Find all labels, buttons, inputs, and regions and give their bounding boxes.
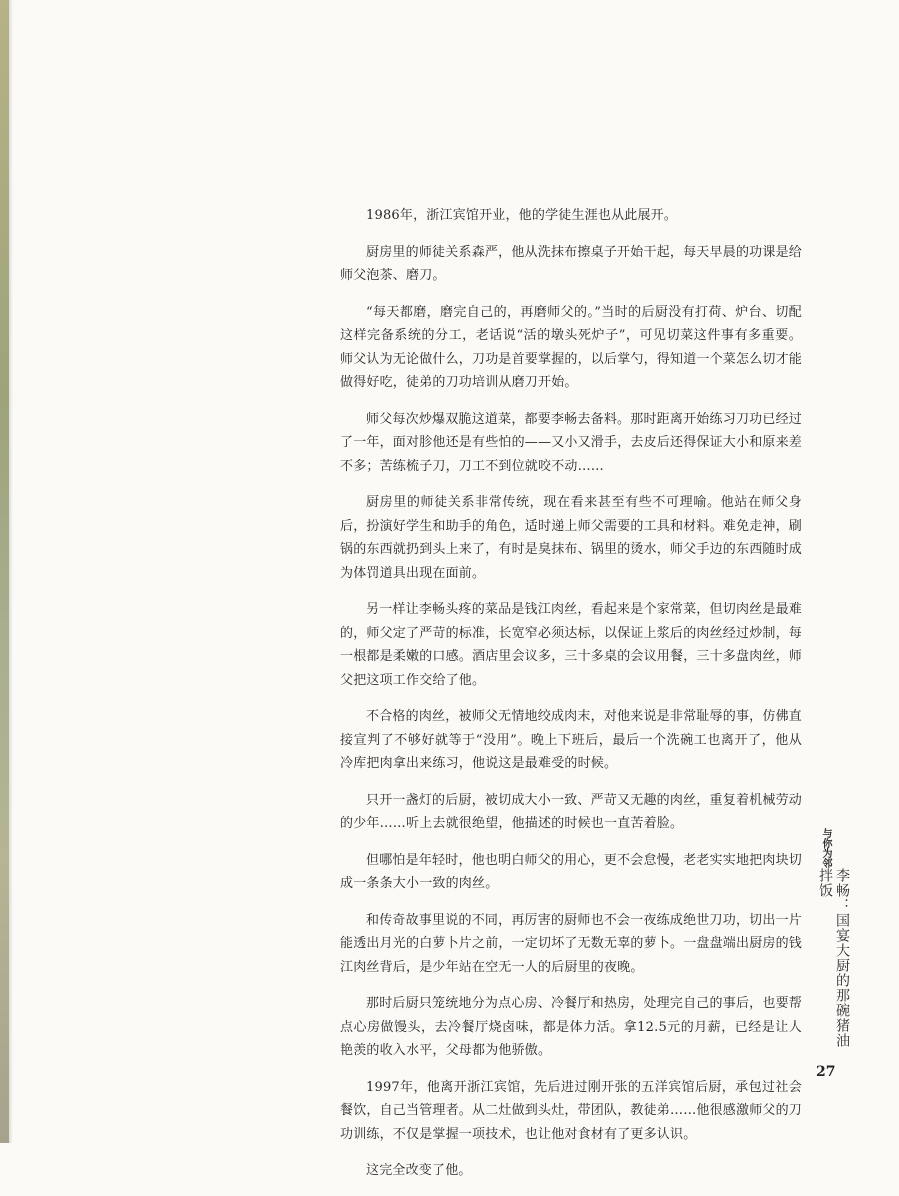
paragraph: 厨房里的师徒关系非常传统，现在看来甚至有些不可理喻。他站在师父身后，扮演好学生和助手的角色，适时递上师父需要的工具和材料。难免走神，刷锅的东西就扔到头上来了，有时是臭抹布、锅里的烫水，师父手边的东西随时成为体罚道具出现在面前。 — [340, 495, 803, 581]
paragraph: 不合格的肉丝，被师父无情地绞成肉末，对他来说是非常耻辱的事，仿佛直接宣判了不够好就等于“没用”。晚上下班后，最后一个洗碗工也离开了，他从冷库把肉拿出来练习，他说这是最难受的时候。 — [340, 709, 802, 771]
paragraph: 但哪怕是年轻时，他也明白师父的用心，更不会怠慢，老老实实地把肉块切成一条条大小一致的肉丝。 — [340, 852, 802, 891]
page-number: 27 — [816, 1064, 836, 1080]
paragraph: 师父每次炒爆双脆这道菜，都要李畅去备料。那时距离开始练习刀功已经过了一年，面对胗他还是有些怕的——又小又滑手，去皮后还得保证大小和原来差不多；苦练梳子刀，刀工不到位就咬不动…… — [340, 411, 803, 474]
paragraph: 另一样让李畅头疼的菜品是钱江肉丝，看起来是个家常菜，但切肉丝是最难的，师父定了严苛的标准，长宽窄必须达标，以保证上浆后的肉丝经过炒制，每一根都是柔嫩的口感。酒店里会议多，三十多桌的会议用餐，三十多盘肉丝，师父把这项工作交给了他。 — [340, 602, 803, 688]
paragraph: 1997年，他离开浙江宾馆，先后进过刚开张的五洋宾馆后厨，承包过社会餐饮，自己当管理者。从二灶做到头灶，带团队，教徒弟……他很感激师父的刀功训练，不仅是掌握一项技术，也让他对食材有了更多认识。 — [340, 1079, 803, 1142]
running-header-vertical — [816, 828, 850, 1058]
article-body — [340, 204, 802, 1196]
column-series-name: 与你为邻 — [820, 828, 831, 868]
paragraph: 只开一盏灯的后厨，被切成大小一致、严苛又无趣的肉丝，重复着机械劳动的少年……听上去就很绝望，他描述的时候也一直苦着脸。 — [340, 792, 802, 831]
paragraph: 厨房里的师徒关系森严，他从洗抹布擦桌子开始干起，每天早晨的功课是给师父泡茶、磨刀。 — [340, 244, 802, 283]
page-binding-edge — [0, 0, 9, 1143]
paragraph: 和传奇故事里说的不同，再厉害的厨师也不会一夜练成绝世刀功，切出一片能透出月光的白萝卜片之前，一定切坏了无数无辜的萝卜。一盘盘端出厨房的钱江肉丝背后，是少年站在空无一人的后厨里的夜晚。 — [340, 912, 803, 975]
article-title-vertical: 李畅：国宴大厨的那碗猪油拌饭 — [817, 868, 850, 1048]
paragraph: 1986年，浙江宾馆开业，他的学徒生涯也从此展开。 — [366, 208, 678, 223]
paragraph: 那时后厨只笼统地分为点心房、冷餐厅和热房，处理完自己的事后，也要帮点心房做馒头，去冷餐厅烧卤味，都是体力活。拿12.5元的月薪，已经是让人艳羡的收入水平，父母都为他骄傲。 — [340, 996, 802, 1058]
paragraph: 这完全改变了他。 — [366, 1163, 472, 1178]
paragraph: “每天都磨，磨完自己的，再磨师父的。”当时的后厨没有打荷、炉台、切配这样完备系统的分工，老话说“活的墩头死炉子”，可见切菜这件事有多重要。师父认为无论做什么，刀功是首要掌握的，以后掌勺，得知道一个菜怎么切才能做得好吃，徒弟的刀功培训从磨刀开始。 — [340, 304, 803, 390]
